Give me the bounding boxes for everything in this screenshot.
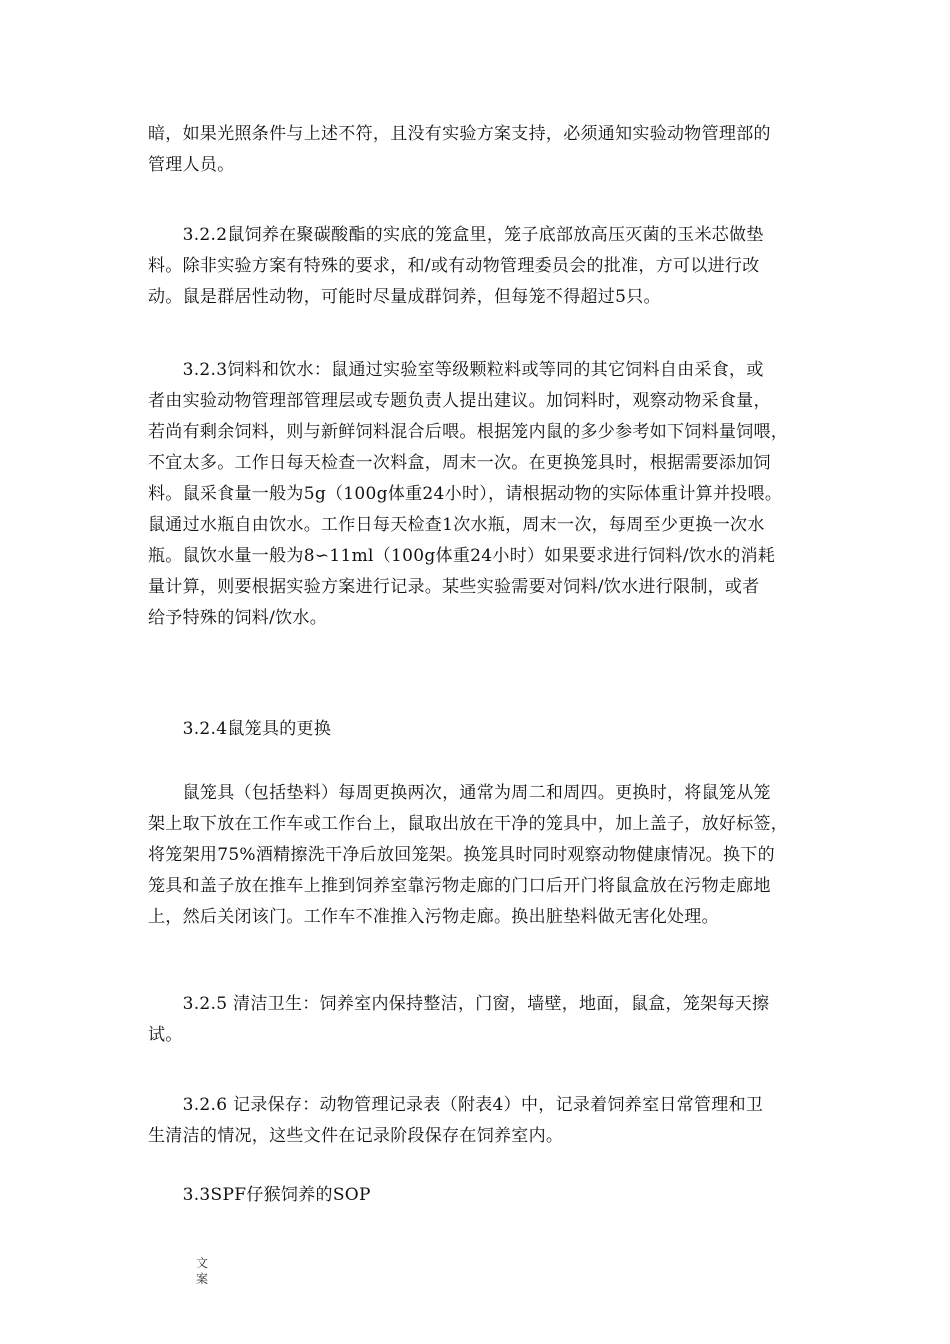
text-line: 架上取下放在工作车或工作台上，鼠取出放在干净的笼具中，加上盖子，放好标签， (148, 814, 789, 834)
paragraph-continuation (148, 119, 838, 181)
text-line: 鼠笼具（包括垫料）每周更换两次，通常为周二和周四。更换时，将鼠笼从笼 (148, 783, 771, 803)
footer-char: 案 (196, 1272, 209, 1286)
text-line: 3.2.5 清洁卫生：饲养室内保持整洁，门窗，墙壁，地面，鼠盒，笼架每天擦 (148, 994, 770, 1014)
paragraph-3-2-3 (148, 355, 838, 634)
text-line: 给予特殊的饲料/饮水。 (148, 608, 328, 628)
text-line: 生清洁的情况，这些文件在记录阶段保存在饲养室内。 (148, 1126, 564, 1146)
text-line: 瓶。鼠饮水量一般为8∽11ml（100g体重24小时）如果要求进行饲料/饮水的消耗 (148, 546, 776, 566)
text-line: 3.2.4鼠笼具的更换 (148, 719, 332, 739)
text-line: 上，然后关闭该门。工作车不准推入污物走廊。换出脏垫料做无害化处理。 (148, 907, 719, 927)
text-line: 料。除非实验方案有特殊的要求，和/或有动物管理委员会的批准，方可以进行改 (148, 256, 760, 276)
text-line: 暗，如果光照条件与上述不符，且没有实验方案支持，必须通知实验动物管理部的 (148, 124, 771, 144)
paragraph-3-2-6 (148, 1090, 838, 1152)
text-line: 将笼架用75%酒精擦洗干净后放回笼架。换笼具时同时观察动物健康情况。换下的 (148, 845, 775, 865)
footer-mark (196, 1255, 208, 1287)
text-line: 鼠通过水瓶自由饮水。工作日每天检查1次水瓶，周末一次，每周至少更换一次水 (148, 515, 765, 535)
text-line: 3.2.2鼠饲养在聚碳酸酯的实底的笼盒里，笼子底部放高压灭菌的玉米芯做垫 (148, 225, 764, 245)
text-line: 3.3SPF仔猴饲养的SOP (148, 1185, 371, 1205)
section-heading-3-2-4 (148, 714, 838, 745)
text-line: 笼具和盖子放在推车上推到饲养室靠污物走廊的门口后开门将鼠盒放在污物走廊地 (148, 876, 771, 896)
paragraph-3-2-2 (148, 220, 838, 313)
text-line: 料。鼠采食量一般为5g（100g体重24小时），请根据动物的实际体重计算并投喂。 (148, 484, 783, 504)
footer-char: 文 (196, 1256, 209, 1270)
text-line: 试。 (148, 1025, 183, 1045)
text-line: 动。鼠是群居性动物，可能时尽量成群饲养，但每笼不得超过5只。 (148, 287, 661, 307)
text-line: 管理人员。 (148, 155, 235, 175)
text-line: 不宜太多。工作日每天检查一次料盒，周末一次。在更换笼具时，根据需要添加饲 (148, 453, 771, 473)
paragraph-3-2-5 (148, 989, 838, 1051)
text-line: 若尚有剩余饲料，则与新鲜饲料混合后喂。根据笼内鼠的多少参考如下饲料量饲喂， (148, 422, 789, 442)
text-line: 量计算，则要根据实验方案进行记录。某些实验需要对饲料/饮水进行限制，或者 (148, 577, 760, 597)
section-heading-3-3 (148, 1180, 838, 1211)
text-line: 3.2.6 记录保存：动物管理记录表（附表4）中，记录着饲养室日常管理和卫 (148, 1095, 764, 1115)
text-line: 者由实验动物管理部管理层或专题负责人提出建议。加饲料时，观察动物采食量， (148, 391, 771, 411)
text-line: 3.2.3饲料和饮水：鼠通过实验室等级颗粒料或等同的其它饲料自由采食，或 (148, 360, 764, 380)
paragraph-cage-change (148, 778, 838, 933)
